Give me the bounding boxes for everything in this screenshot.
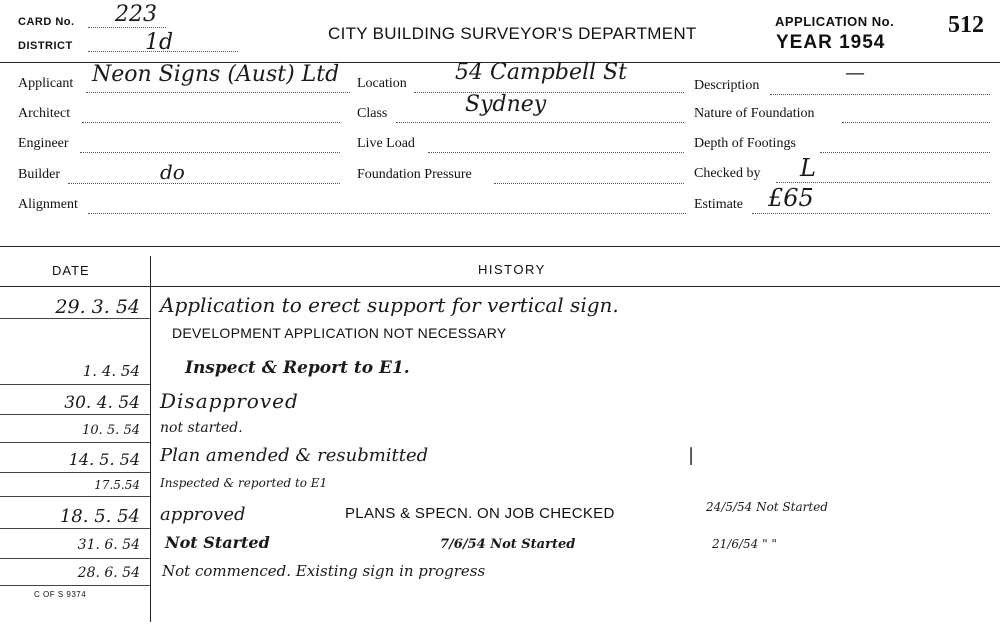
live-load-label: Live Load: [357, 136, 415, 151]
note-2: 7/6/54 Not Started: [440, 537, 576, 552]
nature-foundation-label: Nature of Foundation: [694, 106, 815, 121]
row-history: Inspect & Report to E1.: [185, 358, 410, 378]
row-date: 10. 5. 54: [82, 423, 140, 438]
row-history: not started.: [160, 420, 243, 436]
checked-by-label: Checked by: [694, 166, 761, 181]
year-label: YEAR 1954: [776, 32, 886, 53]
row-date: 17.5.54: [94, 478, 140, 492]
building-card: CARD No. 223 DISTRICT 1d CITY BUILDING SURVEYOR'S DEPARTMENT APPLICATION No. 512 YEAR 1954 Applicant Neon Signs (Aust) Ltd Architect Engineer Builder do Alignment Location 54 Campbell St Class Sydney Live Load Foundation Pressure Description — Nature of Foundation Depth of Footings Checked by L Estimate £65 DATE HISTORY 29. 3. 54 Application to erect support for vertical sign. DEVELOPMENT APPLICATION NOT NECESSARY 1. 4. 54 Inspect & Report to E1. 30. 4. 54 Disapproved 10. 5. 54 not started. 14. 5. 54 Plan amended & resubmitted | 17.5.54 Inspected & reported to E1 18. 5. 54 approved PLANS & SPECN. ON JOB CHECKED 24/5/54 Not Started 31. 6. 54 Not Started 7/6/54 Not Started 21/6/54 " " 28. 6. 54 Not commenced. Existing sign in progress C OF S 9374: [0, 0, 1000, 633]
class-label: Class: [357, 106, 388, 121]
note-1: 24/5/54 Not Started: [706, 500, 828, 514]
row-history: Disapproved: [160, 389, 299, 413]
row-date: 31. 6. 54: [77, 537, 140, 553]
department-title: CITY BUILDING SURVEYOR'S DEPARTMENT: [328, 24, 697, 43]
applicant-value: Neon Signs (Aust) Ltd: [92, 62, 340, 87]
date-header: DATE: [52, 263, 90, 278]
row-date: 28. 6. 54: [77, 565, 140, 581]
application-no-label: APPLICATION No.: [775, 14, 895, 29]
description-value: —: [845, 60, 865, 84]
district-value: 1d: [145, 30, 174, 55]
alignment-label: Alignment: [18, 197, 78, 212]
row-date: 18. 5. 54: [59, 506, 140, 527]
card-no-value: 223: [115, 2, 157, 27]
stamp-plans: PLANS & SPECN. ON JOB CHECKED: [345, 505, 615, 522]
architect-label: Architect: [18, 106, 71, 121]
builder-label: Builder: [18, 167, 60, 182]
estimate-value: £65: [768, 184, 814, 212]
checked-by-value: L: [800, 154, 816, 182]
builder-value: do: [160, 160, 185, 184]
row-history: Inspected & reported to E1: [160, 476, 328, 490]
description-label: Description: [694, 78, 760, 93]
foundation-pressure-label: Foundation Pressure: [357, 167, 472, 182]
class-value: Sydney: [465, 92, 547, 117]
row-date: 14. 5. 54: [68, 450, 140, 469]
row-history: Application to erect support for vertical sign.: [160, 293, 619, 317]
estimate-label: Estimate: [694, 197, 743, 212]
note-3: 21/6/54 " ": [712, 537, 777, 551]
depth-footings-label: Depth of Footings: [694, 136, 796, 151]
row-history: Not commenced. Existing sign in progress: [162, 562, 486, 580]
engineer-label: Engineer: [18, 136, 69, 151]
card-no-label: CARD No.: [18, 16, 75, 28]
row-date: 1. 4. 54: [82, 362, 140, 380]
row-date: 29. 3. 54: [55, 296, 140, 318]
history-header: HISTORY: [478, 262, 546, 277]
stamp-development: DEVELOPMENT APPLICATION NOT NECESSARY: [172, 325, 507, 341]
application-no-value: 512: [948, 12, 984, 38]
row-history: Plan amended & resubmitted: [160, 445, 429, 466]
district-label: DISTRICT: [18, 40, 73, 52]
row-date: 30. 4. 54: [64, 393, 140, 413]
form-code: C OF S 9374: [34, 590, 87, 599]
row-history: approved: [160, 504, 246, 525]
applicant-label: Applicant: [18, 76, 74, 91]
location-value: 54 Campbell St: [455, 60, 627, 85]
row-history: Not Started: [165, 533, 270, 552]
location-label: Location: [357, 76, 407, 91]
